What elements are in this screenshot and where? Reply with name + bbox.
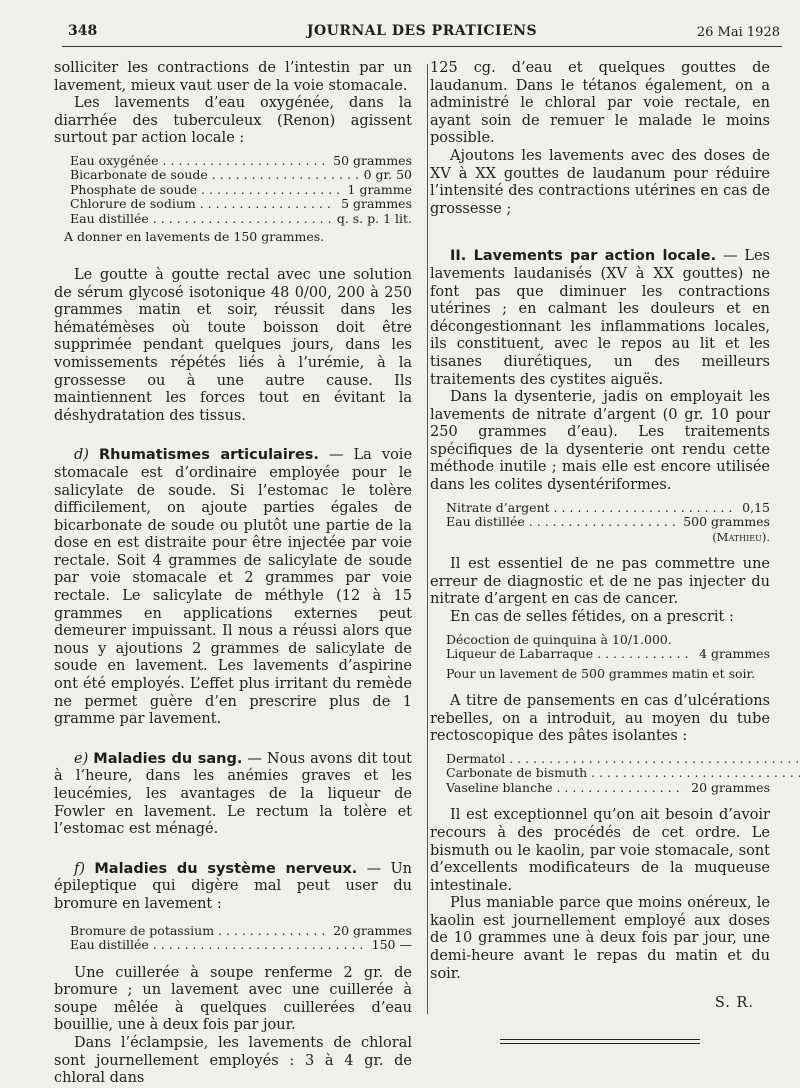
ingredient-qty: 150 — bbox=[371, 937, 412, 953]
recipe-row bbox=[446, 781, 770, 796]
right-column bbox=[430, 60, 770, 1044]
paragraph: Il est exceptionnel qu’on ait besoin d’avoir recours à des procédés de cet ordre. Le bismuth ou le kaolin, par voie stomacale, sont d’excellents modificateurs de la muqueuse intestinale. bbox=[430, 807, 770, 894]
column-divider bbox=[427, 64, 428, 1014]
recipe-row bbox=[446, 766, 800, 781]
recipe-brace-group bbox=[446, 752, 770, 781]
end-rule bbox=[500, 1039, 700, 1044]
page-number: 348 bbox=[68, 23, 98, 39]
paragraph: Le goutte à goutte rectal avec une solution de sérum glycosé isotonique 48 0/00, 200 à 250 grammes matin et soir, réussit dans les hématémèses où toute boisson doit être supprimée pendant quelques jours, dans les vomissements répétés liés à l’urémie, à la grossesse ou à une autre cause. Ils maintiennent les forces tout en évitant la déshydratation des tissus. bbox=[54, 266, 412, 424]
ingredient-name: Carbonate de bismuth . . . bbox=[446, 766, 800, 781]
recipe-row bbox=[70, 938, 412, 953]
section-action-locale bbox=[430, 248, 770, 389]
ingredient-qty: 5 grammes bbox=[341, 196, 412, 212]
section-title: Maladies du sang. bbox=[93, 750, 243, 767]
paragraph: A titre de pansements en cas d’ulcérations rebelles, on a introduit, au moyen du tube rectoscopique des pâtes isolantes : bbox=[430, 693, 770, 745]
recipe-pates-isolantes bbox=[446, 752, 770, 796]
paragraph: Il est essentiel de ne pas commettre une erreur de diagnostic et de ne pas injecter du nitrate d’argent en cas de cancer. bbox=[430, 556, 770, 608]
ingredient-qty: 0 gr. 50 bbox=[363, 167, 412, 183]
paragraph: Une cuillerée à soupe renferme 2 gr. de bromure ; un lavement avec une cuillerée à soupe mêlée à quelques cuillerées d’eau bouillie, une à deux fois par jour. bbox=[54, 964, 412, 1034]
paragraph: Dans la dysenterie, jadis on employait les lavements de nitrate d’argent (0 gr. 10 pour 250 grammes d’eau). Les traitements spécifiques de la dysenterie ont rendu cette méthode inutile ; mais elle est encore utilisée dans les colites dysentériformes. bbox=[430, 389, 770, 494]
recipe-row bbox=[70, 154, 412, 169]
section-letter: d) bbox=[74, 447, 89, 464]
ingredient-qty: 20 grammes bbox=[333, 922, 412, 938]
recipe-note: A donner en lavements de 150 grammes. bbox=[64, 229, 325, 245]
ingredient-name: Eau oxygénée . . . bbox=[70, 154, 327, 169]
ingredient-qty: 1 gramme bbox=[347, 181, 412, 197]
ingredient-name: Chlorure de sodium . . . bbox=[70, 197, 335, 212]
recipe-row bbox=[446, 501, 770, 516]
section-maladies-sang bbox=[54, 751, 412, 839]
ingredient-qty: 20 grammes bbox=[691, 779, 770, 795]
paragraph: solliciter les contractions de l’intestin par un lavement, mieux vaut user de la voie stomacale. bbox=[54, 60, 412, 94]
journal-title: JOURNAL DES PRATICIENS bbox=[306, 23, 538, 39]
page-header bbox=[62, 20, 782, 47]
recipe-attribution: (Mathieu). bbox=[712, 529, 770, 544]
ingredient-qty: 4 grammes bbox=[699, 646, 770, 662]
recipe-oxygen-water bbox=[70, 154, 412, 227]
recipe-nitrate bbox=[446, 501, 770, 545]
section-systeme-nerveux bbox=[54, 861, 412, 914]
left-column bbox=[54, 60, 412, 1088]
section-title: Maladies du système nerveux. bbox=[94, 860, 358, 877]
ingredient-name: Bicarbonate de soude . . . bbox=[70, 168, 358, 183]
section-title: Rhumatismes articulaires. bbox=[99, 447, 319, 464]
recipe-row bbox=[70, 924, 412, 939]
recipe-row bbox=[446, 647, 770, 662]
recipe-bromure bbox=[70, 924, 412, 953]
issue-date: 26 Mai 1928 bbox=[696, 25, 780, 40]
ingredient-name: Eau distillée . . . bbox=[446, 515, 677, 530]
ingredient-name: Liqueur de Labarraque . . . bbox=[446, 647, 693, 662]
paragraph: Dans l’éclampsie, les lavements de chloral sont journellement employés : 3 à 4 gr. de chloral dans bbox=[54, 1034, 412, 1087]
ingredient-name: Eau distillée . . . bbox=[70, 938, 366, 953]
ingredient-name: Eau distillée . . . bbox=[70, 212, 331, 227]
recipe-row bbox=[70, 197, 412, 212]
ingredient-name: Nitrate d’argent . . . bbox=[446, 501, 736, 516]
recipe-row bbox=[446, 752, 800, 767]
section-rhumatismes bbox=[54, 447, 412, 729]
ingredient-name: Phosphate de soude . . . bbox=[70, 183, 342, 198]
section-text: — Nous avons dit tout à l’heure, dans les anémies graves et les leucémies, les avantages de la liqueur de Fowler en lavement. Le rectum la tolère et l’estomac est ménagé. bbox=[54, 750, 413, 838]
ingredient-qty: 50 grammes bbox=[333, 152, 412, 168]
ingredient-name: Bromure de potassium . . . bbox=[70, 924, 327, 939]
ingredient-qty: 500 grammes bbox=[683, 514, 770, 530]
paragraph: 125 cg. d’eau et quelques gouttes de laudanum. Dans le tétanos également, on a administré le chloral par voie rectale, en ayant soin de remuer le malade le moins possible. bbox=[430, 60, 770, 147]
section-title: II. Lavements par action locale. bbox=[450, 248, 717, 265]
section-text: — Un épileptique qui digère mal peut user du bromure en lavement : bbox=[54, 860, 413, 912]
recipe-row bbox=[70, 183, 412, 198]
paragraph: Les lavements d’eau oxygénée, dans la diarrhée des tuberculeux (Renon) agissent surtout par action locale : bbox=[54, 95, 412, 147]
recipe-row bbox=[70, 212, 412, 227]
ingredient-name: Vaseline blanche . . . bbox=[446, 781, 685, 796]
recipe-row bbox=[70, 168, 412, 183]
paragraph: Plus maniable parce que moins onéreux, le kaolin est journellement employé aux doses de 10 grammes une à deux fois par jour, une demi-heure avant le repas du matin et du soir. bbox=[430, 895, 770, 982]
recipe-quinquina bbox=[446, 633, 770, 682]
recipe-row bbox=[446, 515, 770, 530]
ingredient-qty: q. s. p. 1 lit. bbox=[336, 210, 412, 226]
paragraph: Ajoutons les lavements avec des doses de XV à XX gouttes de laudanum pour réduire l’intensité des contractions utérines en cas de grossesse ; bbox=[430, 147, 770, 217]
section-text: — Les lavements laudanisés (XV à XX gouttes) ne font pas que diminuer les contractions utérines ; en calmant les douleurs et en décongestionnant les inflammations locales, ils constituent, avec le repos au lit et les tisanes diurétiques, un des meilleurs traitements des cystites aiguës. bbox=[430, 248, 770, 388]
ingredient-qty: 0,15 bbox=[742, 499, 770, 515]
section-text: — La voie stomacale est d’ordinaire employée pour le salicylate de soude. Si l’estomac le tolère difficilement, on ajoute parties égales de bicarbonate de soude ou plutôt une partie de la dose en est distraite pour être injectée par voie rectale. Soit 4 grammes de salicylate de soude par voie stomacale et 2 grammes par voie rectale. Le salicylate de méthyle (12 à 15 grammes en applications externes peut demeurer impuissant. Il nous a réussi alors que nous y ajoutions 2 grammes de salicylate de soude en lavement. Les lavements d’aspirine ont été employés. L’effet plus irritant du remède ne permet guère d’en prescrire plus de 1 gramme par lavement. bbox=[54, 447, 413, 728]
recipe-line: Décoction de quinquina à 10/1.000. bbox=[446, 631, 672, 647]
ingredient-name: Dermatol . . . bbox=[446, 752, 800, 767]
section-letter: f) bbox=[74, 860, 86, 877]
paragraph: En cas de selles fétides, on a prescrit : bbox=[450, 608, 734, 625]
author-signature: S. R. bbox=[714, 995, 754, 1012]
recipe-note: Pour un lavement de 500 grammes matin et soir. bbox=[446, 665, 756, 681]
section-letter: e) bbox=[74, 750, 89, 767]
